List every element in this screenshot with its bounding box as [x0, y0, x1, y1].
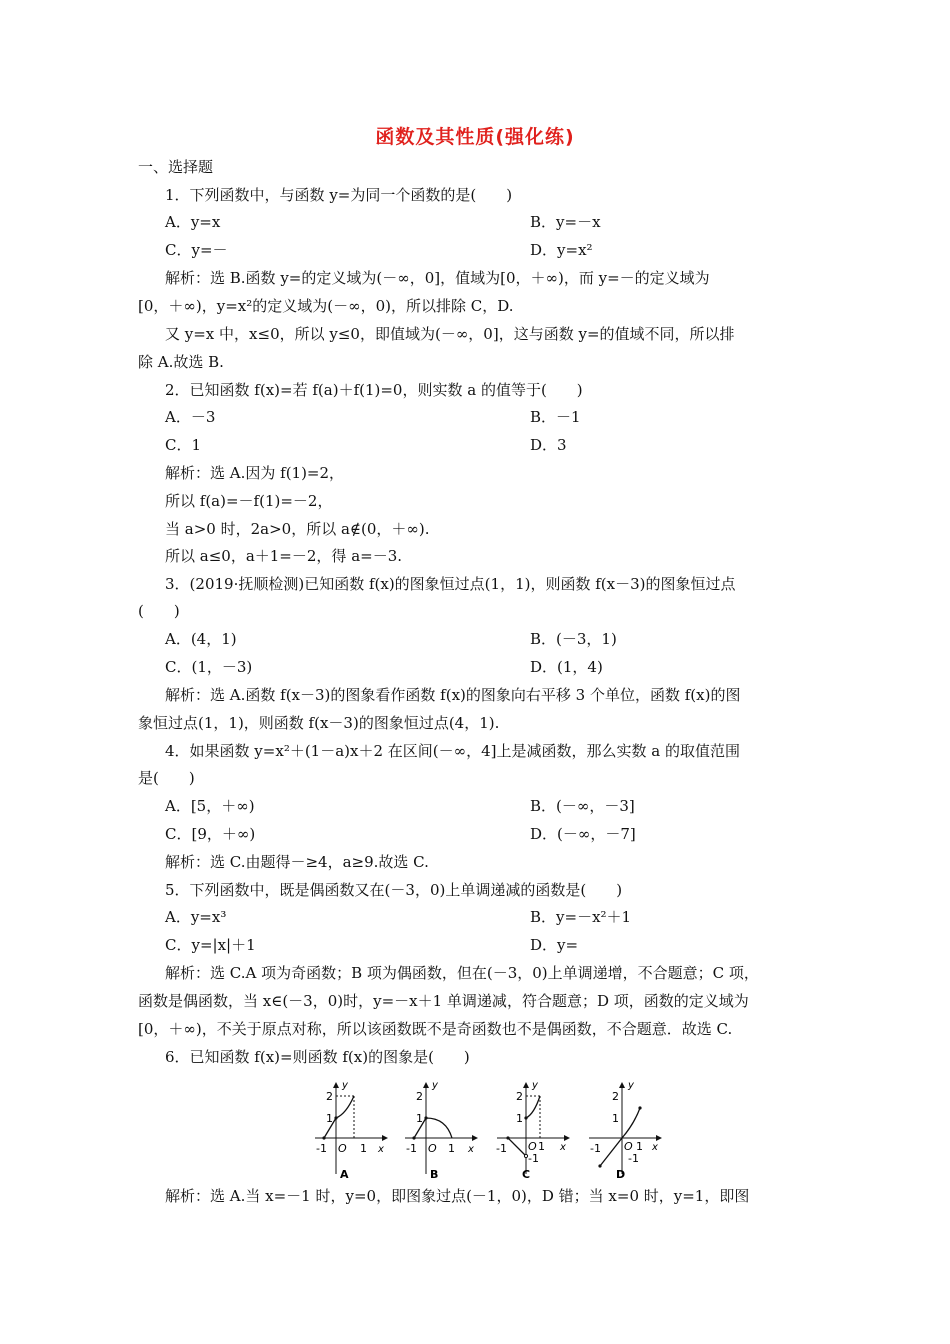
figure-a-tick-label: -1 — [316, 1142, 327, 1155]
question-2-option-c: C．1 — [165, 436, 202, 454]
question-1-option-c: C．y=－ — [165, 241, 228, 259]
figure-b-origin-label: O — [428, 1142, 437, 1155]
question-1-solution-line: 除 A.故选 B. — [138, 353, 224, 371]
graph-figure-a — [310, 1074, 390, 1186]
question-1-stem: 1．下列函数中，与函数 y=为同一个函数的是( ) — [165, 186, 513, 204]
figure-c-tick-label: -1 — [528, 1152, 539, 1165]
question-5-solution-line: 函数是偶函数，当 x∈(－3，0)时，y=－x＋1 单调递减，符合题意；D 项，函数的定义域为 — [138, 992, 749, 1010]
figure-b-tick-label: -1 — [406, 1142, 417, 1155]
section-heading: 一、选择题 — [138, 158, 214, 176]
question-4-option-d: D．(－∞，－7] — [530, 825, 636, 843]
question-5-option-d: D．y= — [530, 936, 579, 954]
question-2-option-b: B．－1 — [530, 408, 581, 426]
figure-b-axis-label: y — [432, 1080, 438, 1091]
figure-a-tick-label: 1 — [360, 1142, 367, 1155]
question-4-option-b: B．(－∞，－3] — [530, 797, 635, 815]
figure-a-axis-label: y — [342, 1080, 348, 1091]
question-5-stem: 5．下列函数中，既是偶函数又在(－3，0)上单调递减的函数是( ) — [165, 881, 623, 899]
figure-d-tick-label: -1 — [590, 1142, 601, 1155]
question-4-option-a: A．[5，＋∞) — [165, 797, 255, 815]
figure-a-tick-label: 2 — [326, 1090, 333, 1103]
question-1-option-a: A．y=x — [165, 213, 221, 231]
figure-c-origin-label: O — [528, 1140, 537, 1153]
figure-c-axis-label: y — [532, 1080, 538, 1091]
question-5-option-b: B．y=－x²＋1 — [530, 908, 632, 926]
question-2-stem: 2．已知函数 f(x)=若 f(a)＋f(1)=0，则实数 a 的值等于( ) — [165, 381, 583, 399]
figure-d-tick-label: -1 — [628, 1152, 639, 1165]
question-6-stem: 6．已知函数 f(x)=则函数 f(x)的图象是( ) — [165, 1048, 470, 1066]
figure-c-tick-label: -1 — [496, 1142, 507, 1155]
question-1-option-b: B．y=－x — [530, 213, 601, 231]
graph-figure-d — [584, 1074, 664, 1186]
question-1-solution-line: 又 y=x 中，x≤0，所以 y≤0，即值域为(－∞，0]，这与函数 y=的值域不同，所以排 — [165, 325, 735, 343]
figure-b-label: B — [430, 1168, 439, 1181]
figure-d-axis-label: x — [652, 1142, 658, 1153]
figure-a-label: A — [340, 1168, 349, 1181]
question-1-option-d: D．y=x² — [530, 241, 593, 259]
document-title: 函数及其性质(强化练) — [375, 126, 575, 148]
figure-d-origin-label: O — [624, 1140, 633, 1153]
question-4-stem: 4．如果函数 y=x²＋(1－a)x＋2 在区间(－∞，4]上是减函数，那么实数 a 的取值范围 — [165, 742, 741, 760]
question-3-solution-line: 象恒过点(1，1)，则函数 f(x－3)的图象恒过点(4，1). — [138, 714, 500, 732]
figure-b-tick-label: 1 — [416, 1112, 423, 1125]
question-3-option-c: C．(1，－3) — [165, 658, 253, 676]
question-6-figures — [310, 1074, 670, 1186]
figure-c-tick-label: 1 — [516, 1112, 523, 1125]
question-3-stem: 3．(2019·抚顺检测)已知函数 f(x)的图象恒过点(1，1)，则函数 f(x－3)的图象恒过点 — [165, 575, 736, 593]
graph-figure-b — [400, 1074, 480, 1186]
figure-c-tick-label: 1 — [538, 1140, 545, 1153]
figure-a-axis-label: x — [378, 1144, 384, 1155]
question-4-stem: 是( ) — [138, 769, 195, 787]
figure-c-label: C — [522, 1168, 531, 1181]
question-2-solution-line: 所以 a≤0，a＋1=－2，得 a=－3. — [165, 547, 403, 565]
question-5-option-c: C．y=|x|＋1 — [165, 936, 256, 954]
figure-d-tick-label: 2 — [612, 1090, 619, 1103]
figure-b-tick-label: 2 — [416, 1090, 423, 1103]
question-3-solution-line: 解析：选 A.函数 f(x－3)的图象看作函数 f(x)的图象向右平移 3 个单位，函数 f(x)的图 — [165, 686, 741, 704]
question-4-solution-line: 解析：选 C.由题得－≥4，a≥9.故选 C. — [165, 853, 429, 871]
question-3-option-d: D．(1，4) — [530, 658, 603, 676]
question-5-option-a: A．y=x³ — [165, 908, 227, 926]
question-3-stem: ( ) — [138, 602, 180, 620]
question-6-solution-line: 解析：选 A.当 x=－1 时，y=0，即图象过点(－1，0)，D 错；当 x=0 时，y=1，即图 — [165, 1187, 750, 1205]
question-4-option-c: C．[9，＋∞) — [165, 825, 256, 843]
figure-b-axis-label: x — [468, 1144, 474, 1155]
question-2-option-d: D．3 — [530, 436, 567, 454]
question-5-solution-line: [0，＋∞)，不关于原点对称，所以该函数既不是奇函数也不是偶函数，不合题意．故选 C. — [138, 1020, 733, 1038]
figure-d-tick-label: 1 — [636, 1140, 643, 1153]
question-2-solution-line: 当 a>0 时，2a>0，所以 a∉(0，＋∞). — [165, 520, 430, 538]
question-3-option-b: B．(－3，1) — [530, 630, 617, 648]
figure-c-tick-label: 2 — [516, 1090, 523, 1103]
figure-a-tick-label: 1 — [326, 1112, 333, 1125]
figure-d-axis-label: y — [628, 1080, 634, 1091]
figure-b-tick-label: 1 — [448, 1142, 455, 1155]
question-3-option-a: A．(4，1) — [165, 630, 237, 648]
question-1-solution-line: 解析：选 B.函数 y=的定义域为(－∞，0]，值域为[0，＋∞)，而 y=－的定义域为 — [165, 269, 710, 287]
question-2-solution-line: 所以 f(a)=－f(1)=－2， — [165, 492, 333, 510]
figure-c-axis-label: x — [560, 1142, 566, 1153]
question-2-option-a: A．－3 — [165, 408, 216, 426]
question-1-solution-line: [0，＋∞)，y=x²的定义域为(－∞，0)，所以排除 C，D. — [138, 297, 514, 315]
question-5-solution-line: 解析：选 C.A 项为奇函数；B 项为偶函数，但在(－3，0)上单调递增，不合题意；C 项， — [165, 964, 759, 982]
figure-d-tick-label: 1 — [612, 1112, 619, 1125]
figure-d-label: D — [616, 1168, 626, 1181]
graph-figure-c — [492, 1074, 572, 1186]
question-2-solution-line: 解析：选 A.因为 f(1)=2， — [165, 464, 345, 482]
figure-a-origin-label: O — [338, 1142, 347, 1155]
